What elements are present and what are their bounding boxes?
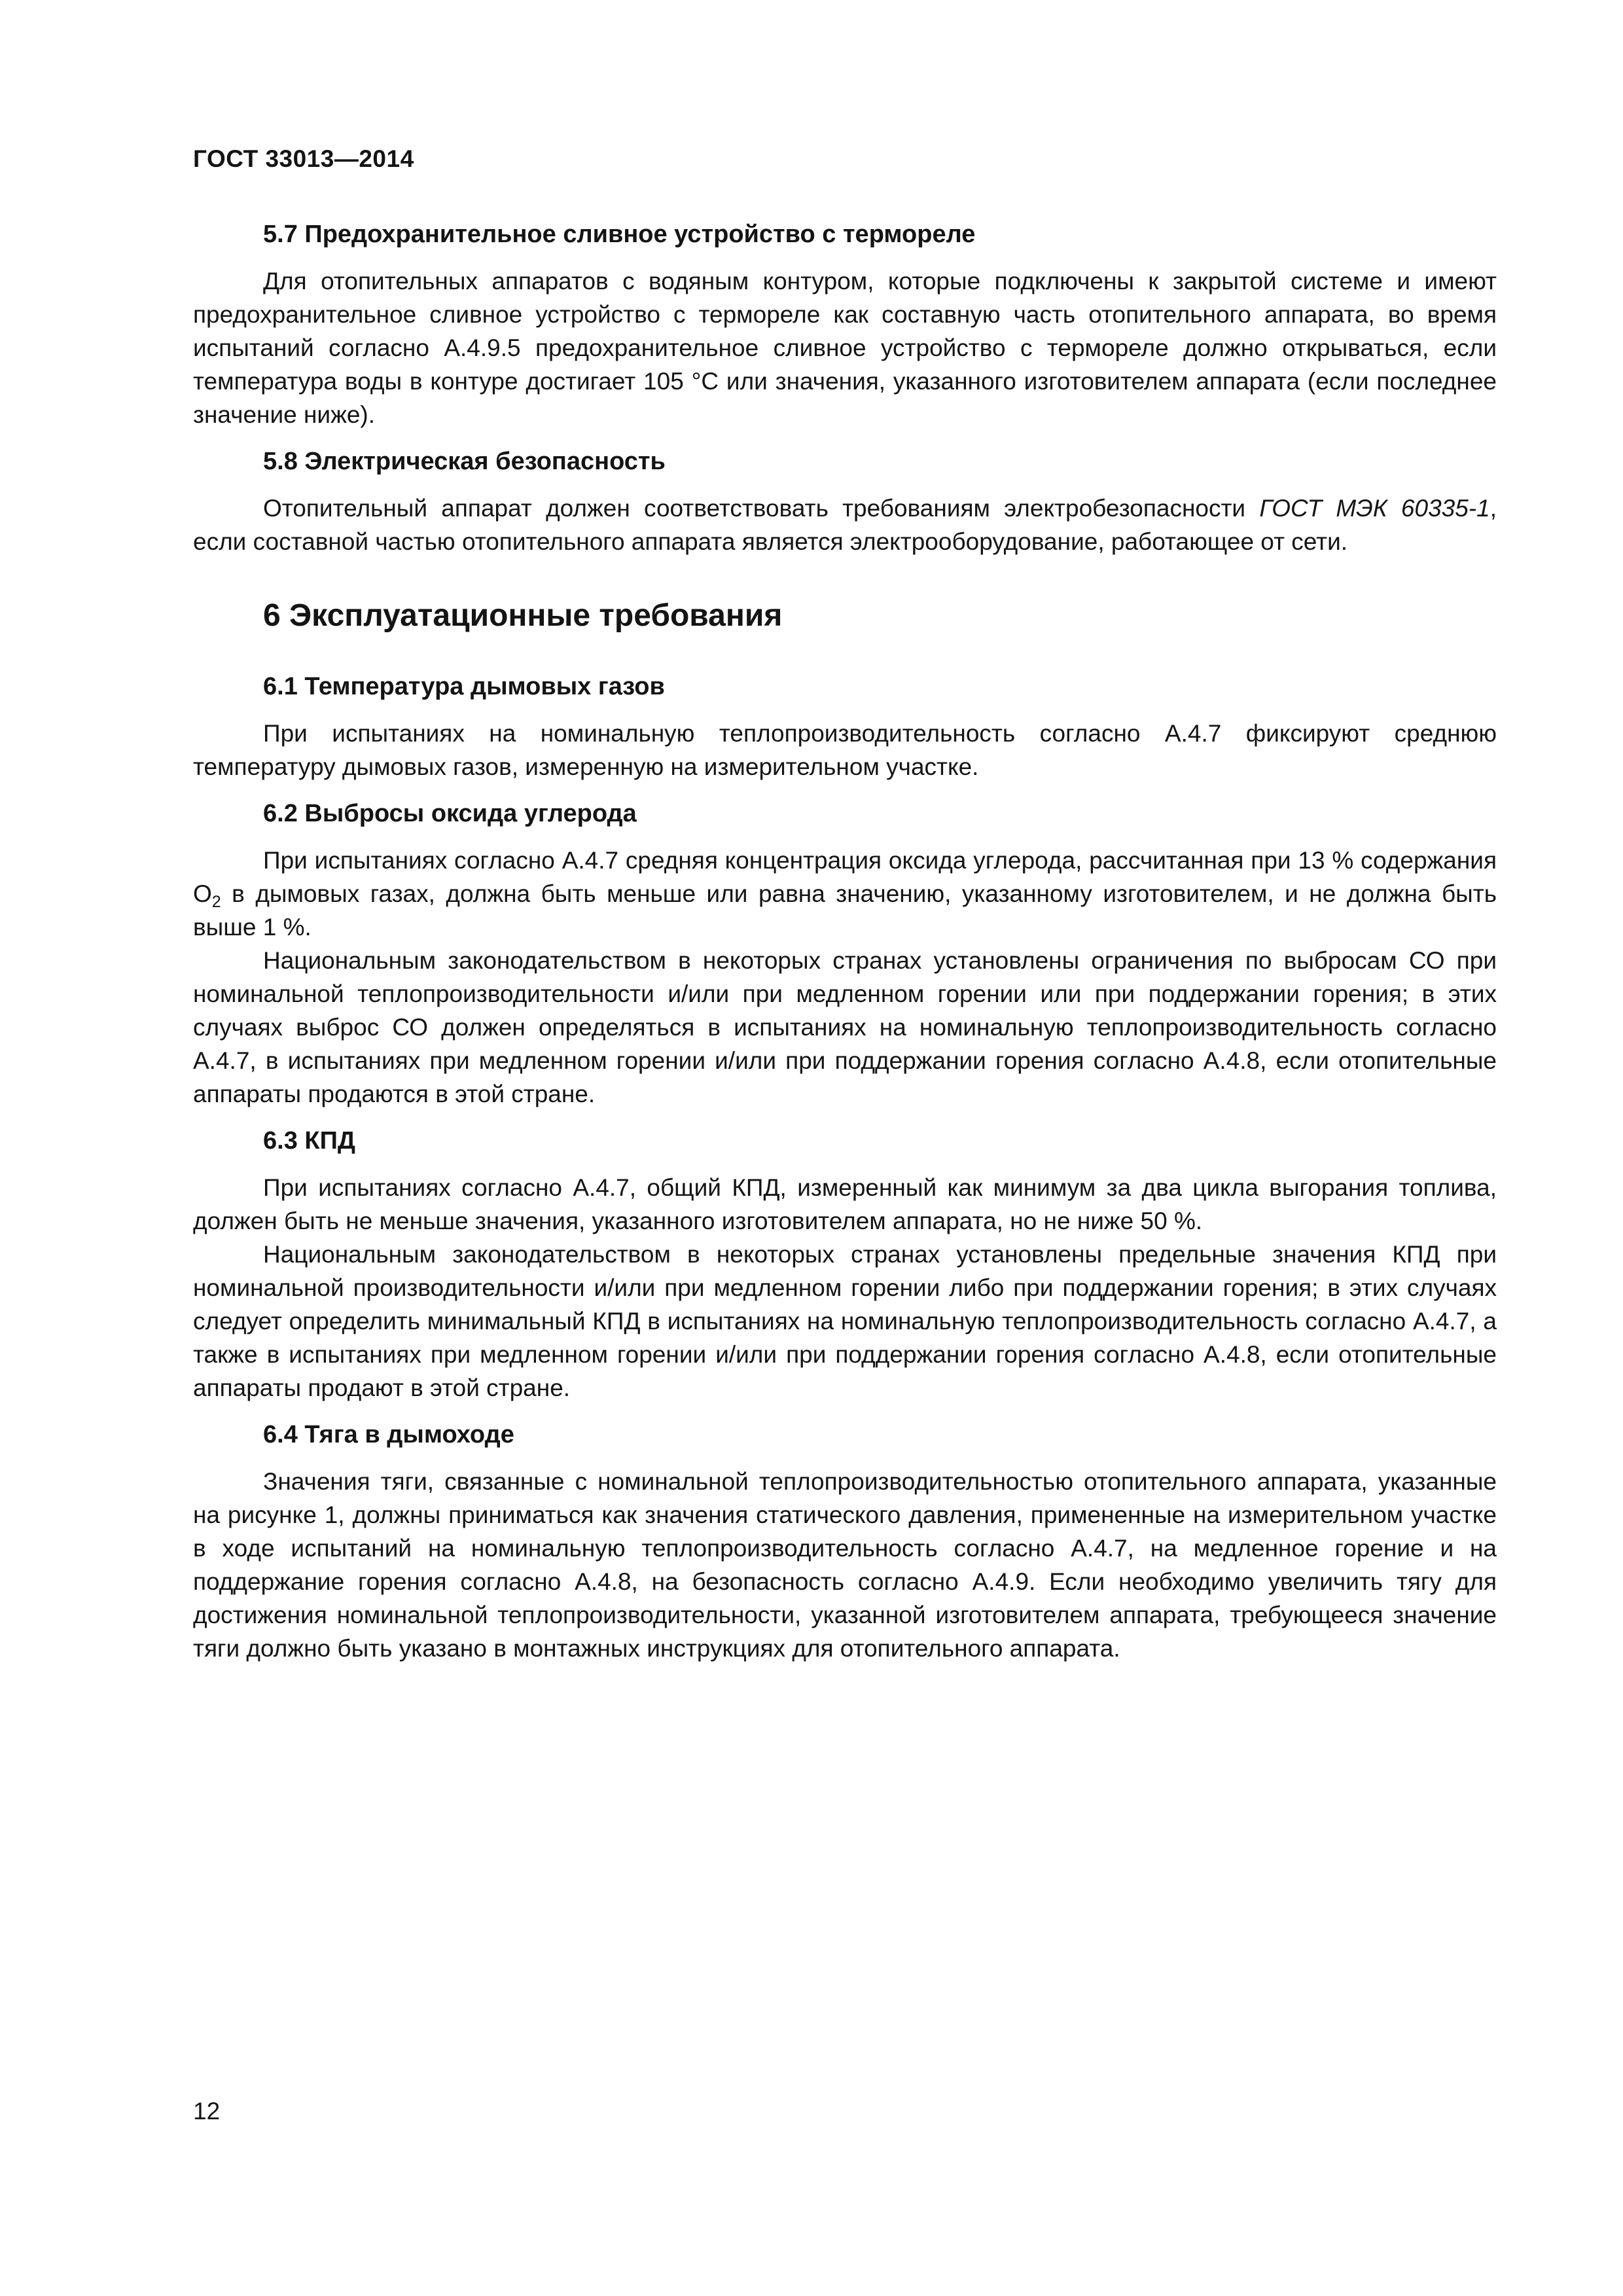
section-5-8-text-before: Отопительный аппарат должен соответствовать требованиям электробезопасности (263, 495, 1260, 522)
section-5-7-paragraph: Для отопительных аппаратов с водяным контуром, которые подключены к закрытой системе и имеют предохранительное сливное устройство с термореле как составную часть отопительного аппарата, во время испытаний согласно А.4.9.5 предохранительное сливное устройство с термореле должно открываться, если температура воды в контуре достигает 105 °С или значения, указанного изготовителем аппарата (если последнее значение ниже). (193, 268, 1497, 428)
section-6-2-heading: 6.2 Выбросы оксида углерода (263, 800, 637, 827)
section-6-2-text-after: в дымовых газах, должна быть меньше или равна значению, указанному изготовителем, и не должна быть выше 1 %. (193, 880, 1497, 941)
chapter-6-heading: 6 Эксплуатационные требования (263, 598, 783, 633)
document-code: ГОСТ 33013—2014 (193, 145, 414, 172)
section-6-4-paragraph: Значения тяги, связанные с номинальной теплопроизводительностью отопительного аппарата, указанные на рисунке 1, должны приниматься как значения статического давления, примененные на измерительном участке в ходе испытаний на номинальную теплопроизводительность согласно А.4.7, на медленное горение и на поддержание горения согласно А.4.8, на безопасность согласно А.4.9. Если необходимо увеличить тягу для достижения номинальной теплопроизводительности, указанной изготовителем аппарата, требующееся значение тяги должно быть указано в монтажных инструкциях для отопительного аппарата. (193, 1468, 1497, 1662)
section-6-2-text-before: При испытаниях согласно А.4.7 средняя концентрация оксида углерода, рассчитанная при 13 % содержания О (193, 847, 1497, 907)
section-5-8-text-after: , если составной частью отопительного аппарата является электрооборудование, работающее от сети. (193, 495, 1497, 555)
section-6-3-heading: 6.3 КПД (263, 1127, 355, 1155)
document-body (193, 216, 1497, 1665)
oxygen-subscript: 2 (211, 893, 221, 911)
section-6-3-paragraph-1: При испытаниях согласно А.4.7, общий КПД, измеренный как минимум за два цикла выгорания топлива, должен быть не меньше значения, указанного изготовителем аппарата, но не ниже 50 %. (193, 1174, 1497, 1234)
section-6-1-paragraph: При испытаниях на номинальную теплопроизводительность согласно А.4.7 фиксируют среднюю температуру дымовых газов, измеренную на измерительном участке. (193, 720, 1497, 780)
section-6-2-paragraph-2: Национальным законодательством в некоторых странах установлены ограничения по выбросам СО при номинальной теплопроизводительности и/или при медленном горении или при поддержании горения; в этих случаях выброс СО должен определяться в испытаниях на номинальную теплопроизводительность согласно А.4.7, в испытаниях при медленном горении и/или при поддержании горения согласно А.4.8, если отопительные аппараты продаются в этой стране. (193, 947, 1497, 1107)
section-6-3-paragraph-2: Национальным законодательством в некоторых странах установлены предельные значения КПД при номинальной производительности и/или при медленном горении либо при поддержании горения; в этих случаях следует определить минимальный КПД в испытаниях на номинальную теплопроизводительность согласно А.4.7, а также в испытаниях при медленном горении и/или при поддержании горения согласно А.4.8, если отопительные аппараты продают в этой стране. (193, 1241, 1497, 1401)
section-5-8-heading: 5.8 Электрическая безопасность (263, 448, 666, 475)
section-6-2-paragraph-1 (193, 844, 1497, 944)
standard-reference: ГОСТ МЭК 60335-1 (1259, 495, 1490, 522)
section-5-7-heading: 5.7 Предохранительное сливное устройство с термореле (263, 221, 976, 248)
section-5-8-paragraph (193, 492, 1497, 558)
section-6-1-heading: 6.1 Температура дымовых газов (263, 673, 665, 700)
page-number: 12 (193, 2098, 221, 2125)
section-6-4-heading: 6.4 Тяга в дымоходе (263, 1421, 514, 1448)
